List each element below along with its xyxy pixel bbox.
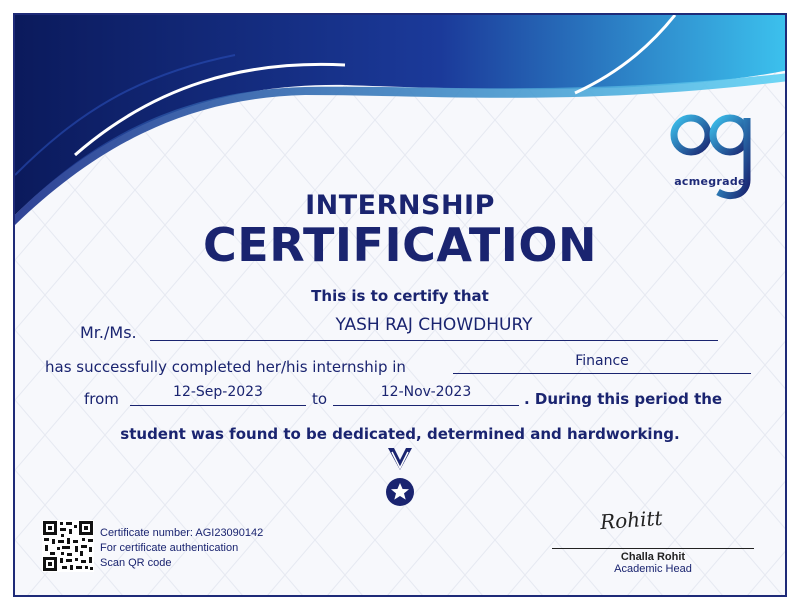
completion-text: has successfully completed her/his internship in	[45, 358, 406, 376]
title-internship: INTERNSHIP	[305, 190, 495, 221]
authentication-note: For certificate authentication	[100, 542, 239, 554]
recipient-name: YASH RAJ CHOWDHURY	[335, 315, 533, 335]
intro-text: This is to certify that	[311, 287, 489, 305]
signature-line	[552, 548, 754, 549]
from-date: 12-Sep-2023	[173, 384, 263, 400]
medal-icon	[380, 448, 420, 510]
name-underline	[150, 340, 718, 341]
title-certification: CERTIFICATION	[203, 218, 597, 272]
salutation-label: Mr./Ms.	[80, 323, 137, 342]
certificate-number: Certificate number: AGI23090142	[100, 527, 264, 539]
internship-domain: Finance	[575, 353, 629, 369]
signatory-role: Academic Head	[614, 563, 692, 575]
qr-code-icon	[42, 520, 94, 572]
period-suffix: . During this period the	[524, 390, 723, 408]
to-label: to	[312, 390, 328, 408]
from-label: from	[84, 390, 119, 408]
to-date-underline	[333, 405, 519, 406]
from-date-underline	[130, 405, 306, 406]
signature: Rohitt	[599, 505, 664, 535]
domain-underline	[453, 373, 751, 374]
to-date: 12-Nov-2023	[380, 384, 472, 400]
scan-qr-note: Scan QR code	[100, 557, 172, 569]
remark-text: student was found to be dedicated, determined and hardworking.	[120, 425, 680, 443]
logo-wordmark: acmegrade	[674, 175, 746, 188]
signatory-name: Challa Rohit	[620, 551, 686, 563]
